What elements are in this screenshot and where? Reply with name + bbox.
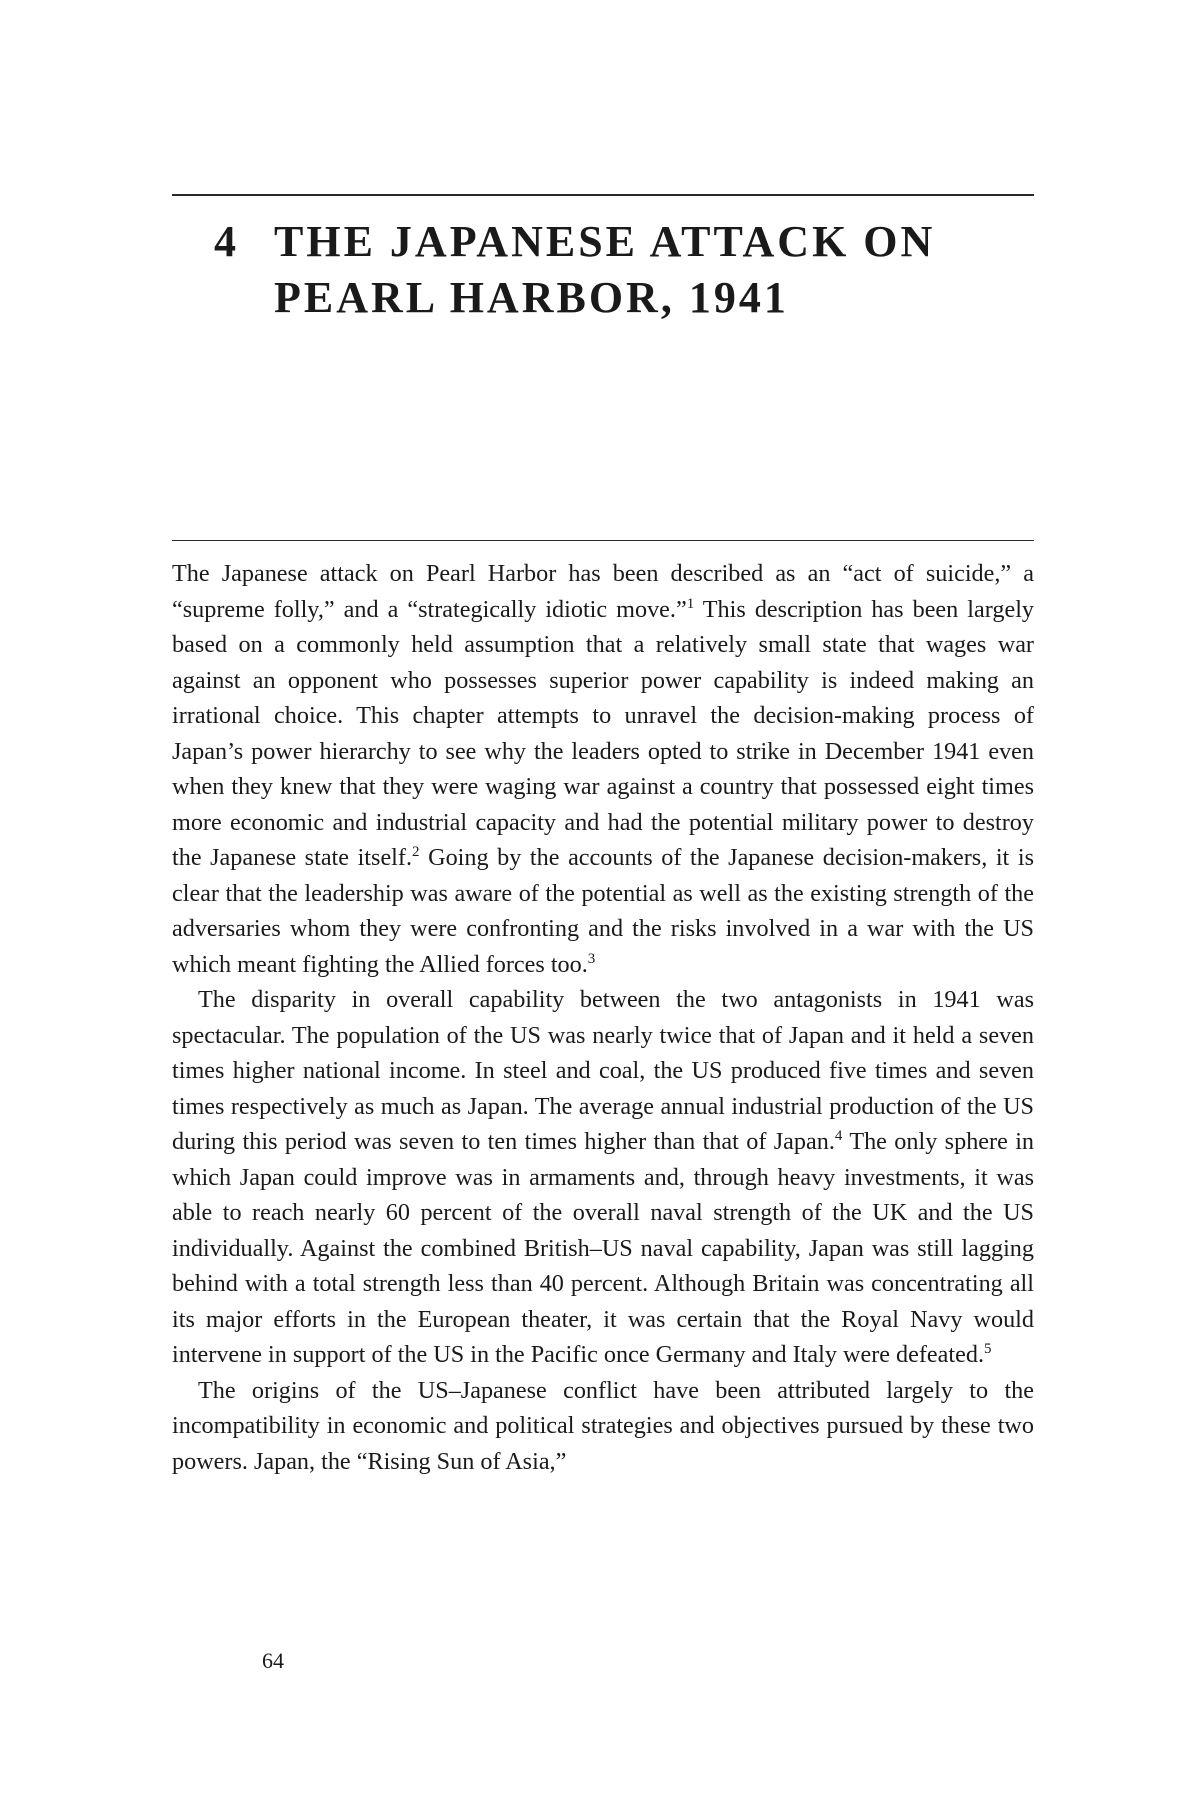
paragraph <box>172 1373 1034 1480</box>
body-text <box>172 556 1034 1479</box>
paragraph-text: Going by the accounts of the Japanese decision-makers, it is clear that the leadership was aware of the potential as well as the existing strength of the adversaries whom they were confronting and the risks involved in a war with the US which meant fighting the Allied forces too. <box>172 844 1034 978</box>
paragraph-text: This description has been largely based on a commonly held assumption that a relatively small state that wages war against an opponent who possesses superior power capability is indeed making an irrational choice. This chapter attempts to unravel the decision-making process of Japan’s power hierarchy to see why the leaders opted to strike in December 1941 even when they knew that they were waging war against a country that possessed eight times more economic and industrial capacity and had the potential military power to destroy the Japanese state itself. <box>172 595 1035 871</box>
footnote-ref[interactable]: 1 <box>686 595 695 612</box>
chapter-title <box>274 214 1034 326</box>
paragraph-text: The disparity in overall capability between the two antagonists in 1941 was spectacular. The population of the US was nearly twice that of Japan and it held a seven times higher national income. In steel and coal, the US produced five times and seven times respectively as much as Japan. The average annual industrial production of the US during this period was seven to ten times higher than that of Japan. <box>172 986 1034 1155</box>
footnote-ref[interactable]: 3 <box>587 950 596 967</box>
footnote-ref[interactable]: 5 <box>984 1340 992 1357</box>
paragraph-text: The only sphere in which Japan could improve was in armaments and, through heavy investments, it was able to reach nearly 60 percent of the overall naval strength of the UK and the US individually. Against the combined British–US naval capability, Japan was still lagging behind with a total strength less than 40 percent. Although Britain was concentrating all its major efforts in the European theater, it was certain that the Royal Navy would intervene in support of the US in the Pacific once Germany and Italy were defeated. <box>172 1128 1035 1368</box>
paragraph <box>172 982 1034 1373</box>
paragraph-text: The Japanese attack on Pearl Harbor has been described as an “act of suicide,” a “supreme folly,” and a “strategically idiotic move.” <box>172 560 1034 623</box>
chapter-top-rule <box>172 194 1034 196</box>
footnote-ref[interactable]: 2 <box>412 843 420 860</box>
section-rule <box>172 540 1034 541</box>
paragraph-text: The origins of the US–Japanese conflict have been attributed largely to the incompatibility in economic and political strategies and objectives pursued by these two powers. Japan, the “Rising Sun of Asia,” <box>172 1376 1034 1475</box>
chapter-title-line: PEARL HARBOR, 1941 <box>274 273 789 322</box>
page-number: 64 <box>262 1648 284 1673</box>
chapter-title-line: THE JAPANESE ATTACK ON <box>274 217 936 266</box>
chapter-number: 4 <box>214 217 239 266</box>
footnote-ref[interactable]: 4 <box>834 1127 843 1144</box>
paragraph <box>172 556 1034 982</box>
